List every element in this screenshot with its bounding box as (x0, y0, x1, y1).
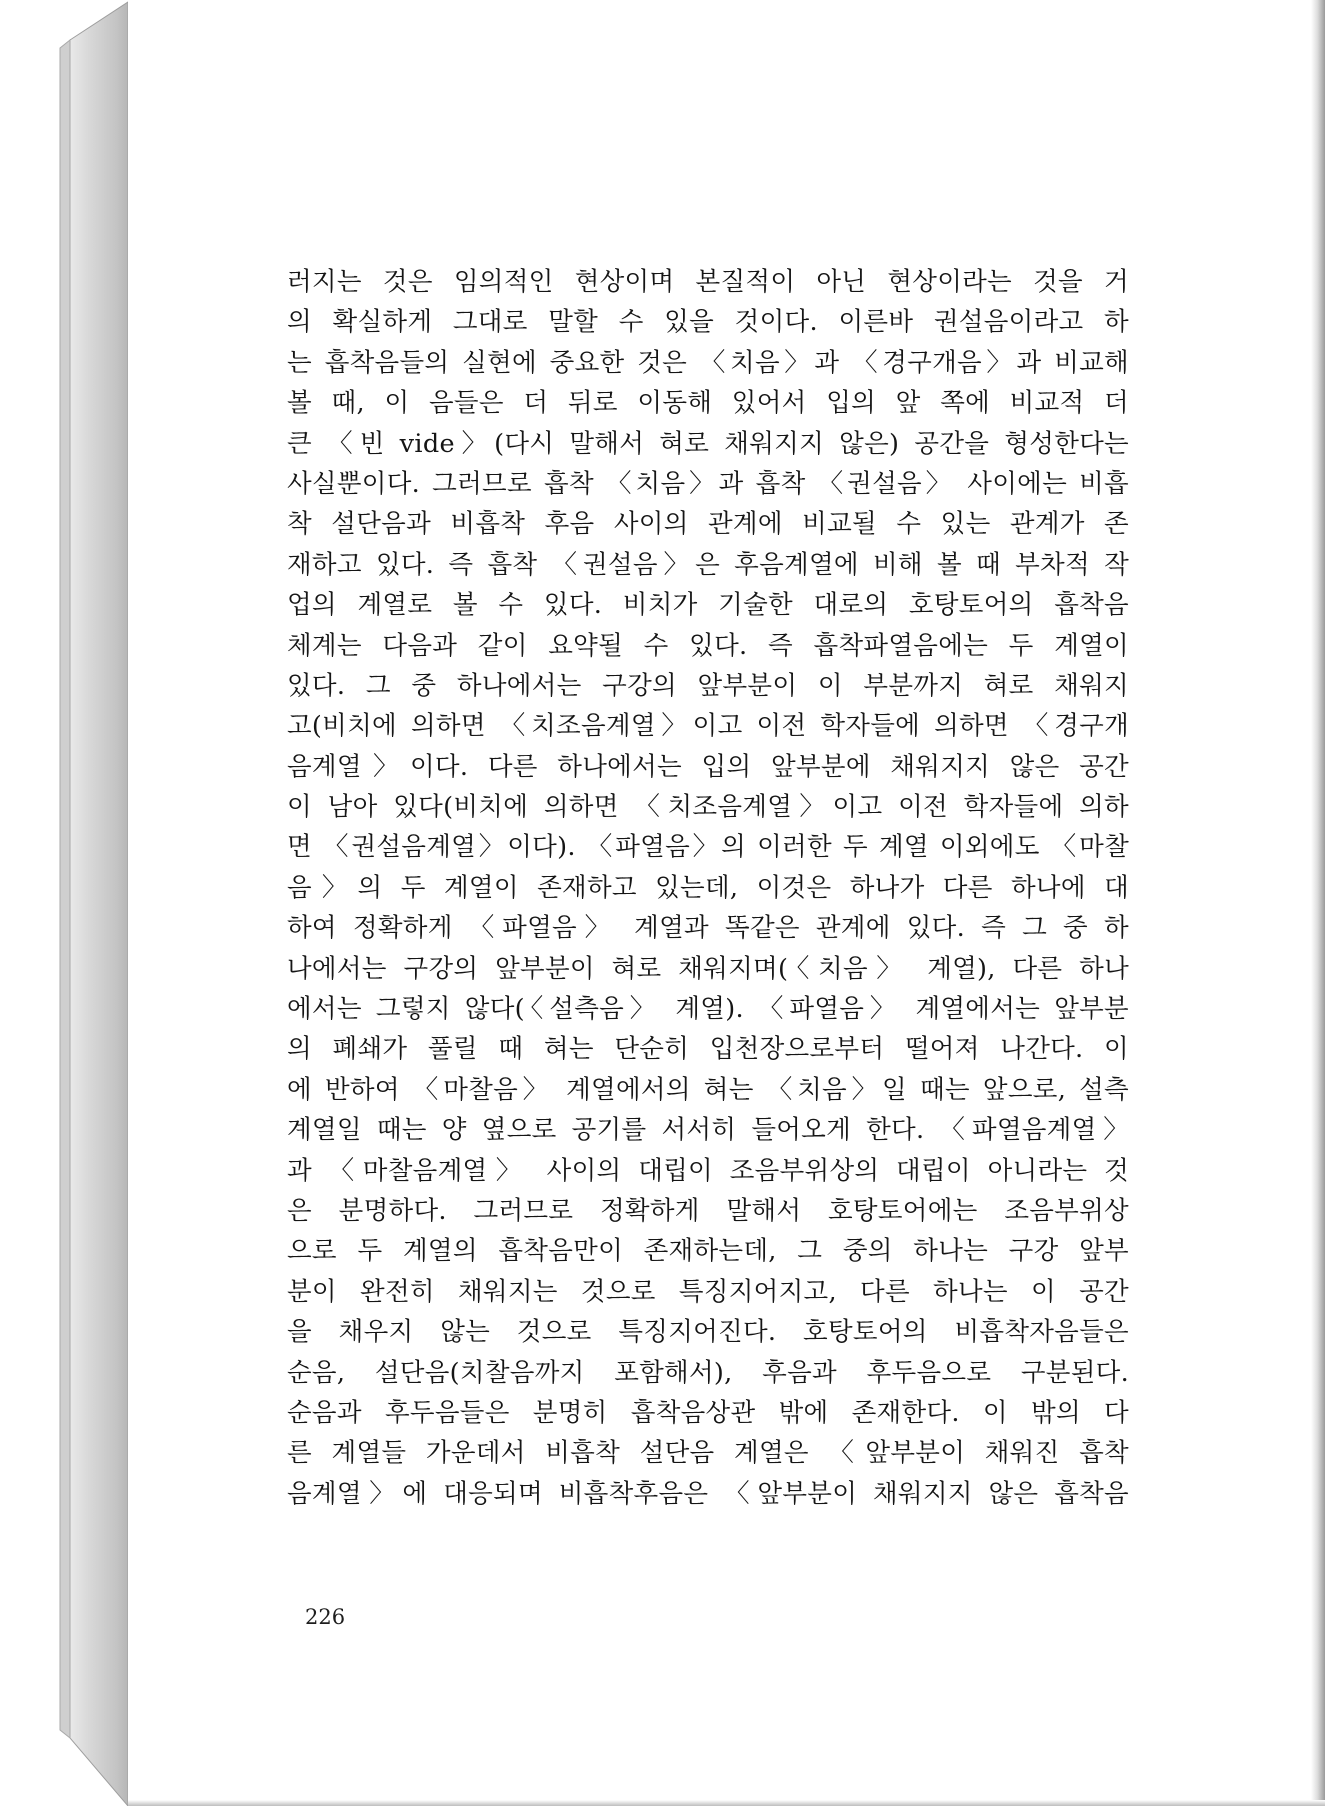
text-line: 음계열〉이다. 다른 하나에서는 입의 앞부분에 채워지지 않은 공간 (287, 751, 1129, 782)
text-line: 으로 두 계열의 흡착음만이 존재하는데, 그 중의 하나는 구강 앞부 (287, 1236, 1129, 1267)
body-text (287, 262, 1129, 1514)
text-line: 고(비치에 의하면 〈치조음계열〉이고 이전 학자들에 의하면 〈경구개 (287, 711, 1129, 742)
text-line: 있다. 그 중 하나에서는 구강의 앞부분이 이 부분까지 혀로 채워지 (287, 670, 1129, 701)
text-line: 이 남아 있다(비치에 의하면 〈치조음계열〉이고 이전 학자들에 의하 (287, 792, 1129, 823)
text-line: 은 분명하다. 그러므로 정확하게 말해서 호탕토어에는 조음부위상 (287, 1195, 1129, 1226)
text-line: 순음과 후두음들은 분명히 흡착음상관 밖에 존재한다. 이 밖의 다 (287, 1397, 1129, 1428)
text-line: 을 채우지 않는 것으로 특징지어진다. 호탕토어의 비흡착자음들은 (287, 1317, 1129, 1348)
text-line: 순음, 설단음(치찰음까지 포함해서), 후음과 후두음으로 구분된다. (287, 1357, 1129, 1388)
text-line: 큰 〈빈 vide〉(다시 말해서 혀로 채워지지 않은) 공간을 형성한다는 (287, 428, 1129, 459)
text-line: 면 〈권설음계열〉이다). 〈파열음〉의 이러한 두 계열 이외에도 〈마찰 (287, 832, 1129, 863)
page-number: 226 (305, 1605, 346, 1629)
text-line: 볼 때, 이 음들은 더 뒤로 이동해 있어서 입의 앞 쪽에 비교적 더 (287, 388, 1129, 419)
page-bottom-shadow (128, 1800, 1325, 1806)
text-line: 하여 정확하게 〈파열음〉 계열과 똑같은 관계에 있다. 즉 그 중 하 (287, 913, 1129, 944)
text-line: 착 설단음과 비흡착 후음 사이의 관계에 비교될 수 있는 관계가 존 (287, 509, 1129, 540)
text-line: 계열일 때는 양 옆으로 공기를 서서히 들어오게 한다. 〈파열음계열〉 (287, 1115, 1129, 1146)
text-line: 나에서는 구강의 앞부분이 혀로 채워지며(〈치음〉 계열), 다른 하나 (287, 953, 1129, 984)
text-line: 음계열〉에 대응되며 비흡착후음은 〈앞부분이 채워지지 않은 흡착음 (287, 1478, 1129, 1509)
book-spine (0, 0, 140, 1806)
page-edge-shadow (1311, 0, 1325, 1806)
text-line: 사실뿐이다. 그러므로 흡착 〈치음〉과 흡착 〈권설음〉 사이에는 비흡 (287, 468, 1129, 499)
text-line: 에서는 그렇지 않다(〈설측음〉 계열). 〈파열음〉 계열에서는 앞부분 (287, 994, 1129, 1025)
book-spine-shape (0, 0, 140, 1806)
text-line: 분이 완전히 채워지는 것으로 특징지어지고, 다른 하나는 이 공간 (287, 1276, 1129, 1307)
text-line: 업의 계열로 볼 수 있다. 비치가 기술한 대로의 호탕토어의 흡착음 (287, 590, 1129, 621)
text-line: 는 흡착음들의 실현에 중요한 것은 〈치음〉과 〈경구개음〉과 비교해 (287, 347, 1129, 378)
text-line: 과 〈마찰음계열〉 사이의 대립이 조음부위상의 대립이 아니라는 것 (287, 1155, 1129, 1186)
text-line: 의 확실하게 그대로 말할 수 있을 것이다. 이른바 권설음이라고 하 (287, 307, 1129, 338)
text-line: 러지는 것은 임의적인 현상이며 본질적이 아닌 현상이라는 것을 거 (287, 267, 1129, 297)
text-line: 재하고 있다. 즉 흡착 〈권설음〉은 후음계열에 비해 볼 때 부차적 작 (287, 549, 1129, 580)
text-line: 른 계열들 가운데서 비흡착 설단음 계열은 〈앞부분이 채워진 흡착 (287, 1438, 1129, 1469)
text-line: 에 반하여 〈마찰음〉 계열에서의 혀는 〈치음〉일 때는 앞으로, 설측 (287, 1074, 1129, 1105)
text-line: 체계는 다음과 같이 요약될 수 있다. 즉 흡착파열음에는 두 계열이 (287, 630, 1129, 661)
text-line: 음〉의 두 계열이 존재하고 있는데, 이것은 하나가 다른 하나에 대 (287, 872, 1129, 903)
text-line: 의 폐쇄가 풀릴 때 혀는 단순히 입천장으로부터 떨어져 나간다. 이 (287, 1034, 1129, 1065)
